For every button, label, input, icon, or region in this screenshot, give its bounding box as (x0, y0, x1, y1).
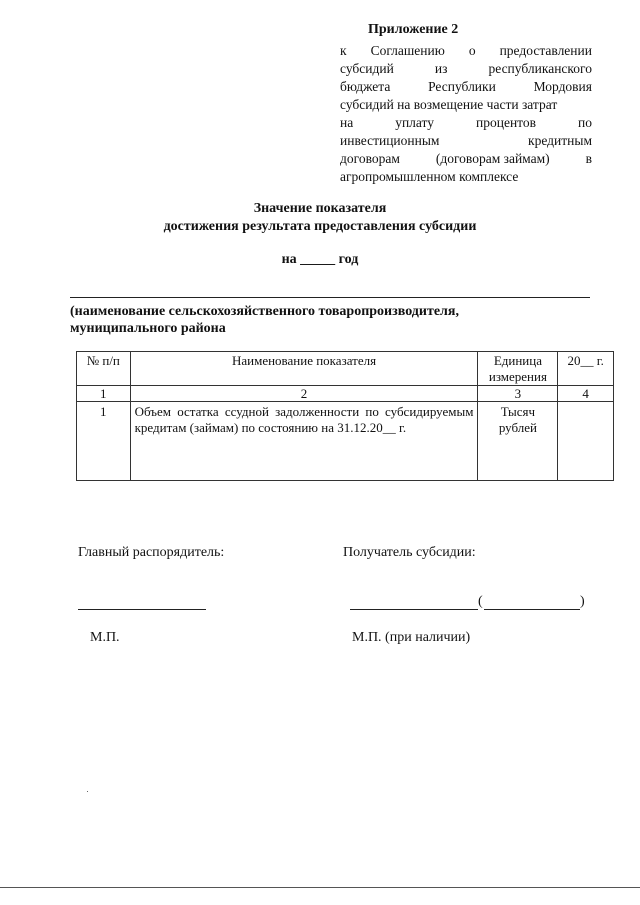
annex-line-1: к Соглашению о предоставлении (340, 43, 592, 58)
recipient-seal: М.П. (при наличии) (352, 630, 471, 645)
indicator-table (76, 351, 614, 481)
document-title: Значение показателя (253, 201, 387, 216)
year-line: на _____ год (281, 252, 359, 267)
scan-speck (87, 791, 88, 792)
table-column-numbers-row (77, 386, 614, 402)
annex-line-5: на уплату процентов по (340, 115, 592, 130)
recipient-name-line (484, 609, 580, 610)
row-number: 1 (77, 402, 131, 481)
column-number-4: 4 (558, 386, 614, 402)
recipient-signature-line (350, 609, 478, 610)
recipient-name-line (70, 297, 590, 298)
annex-text (340, 42, 592, 186)
table-row (77, 402, 614, 481)
annex-line-3: бюджета Республики Мордовия (340, 79, 592, 94)
header-year: 20__ г. (558, 352, 614, 386)
annex-line-8: агропромышленном комплексе (340, 169, 519, 184)
column-number-2: 2 (130, 386, 478, 402)
annex-line-7: договорам (договорам займам) в (340, 151, 592, 166)
recipient-description: (наименование сельскохозяйственного товаропроизводителя, муниципального района (70, 304, 459, 336)
column-number-1: 1 (77, 386, 131, 402)
annex-title: Приложение 2 (368, 22, 459, 37)
subsidy-recipient-label: Получатель субсидии: (343, 545, 476, 560)
header-unit: Единица измерения (478, 352, 558, 386)
chief-administrator-signature-line (78, 609, 206, 610)
open-parenthesis: ( (478, 594, 483, 609)
table-header-row (77, 352, 614, 386)
row-unit: Тысяч рублей (478, 402, 558, 481)
header-indicator-name: Наименование показателя (130, 352, 478, 386)
row-value (558, 402, 614, 481)
annex-line-2: субсидий из республиканского (340, 61, 592, 76)
page-bottom-edge (0, 887, 640, 888)
column-number-3: 3 (478, 386, 558, 402)
close-parenthesis: ) (580, 594, 585, 609)
chief-administrator-seal: М.П. (90, 630, 120, 645)
row-indicator-name: Объем остатка ссудной задолженности по субсидируемым кредитам (займам) по состоянию на 31.12.20__ г. (130, 402, 478, 481)
document-subtitle: достижения результата предоставления субсидии (163, 219, 477, 234)
annex-line-4: субсидий на возмещение части затрат (340, 97, 558, 112)
header-number: № п/п (77, 352, 131, 386)
chief-administrator-label: Главный распорядитель: (78, 545, 225, 560)
annex-line-6: инвестиционным кредитным (340, 133, 592, 148)
